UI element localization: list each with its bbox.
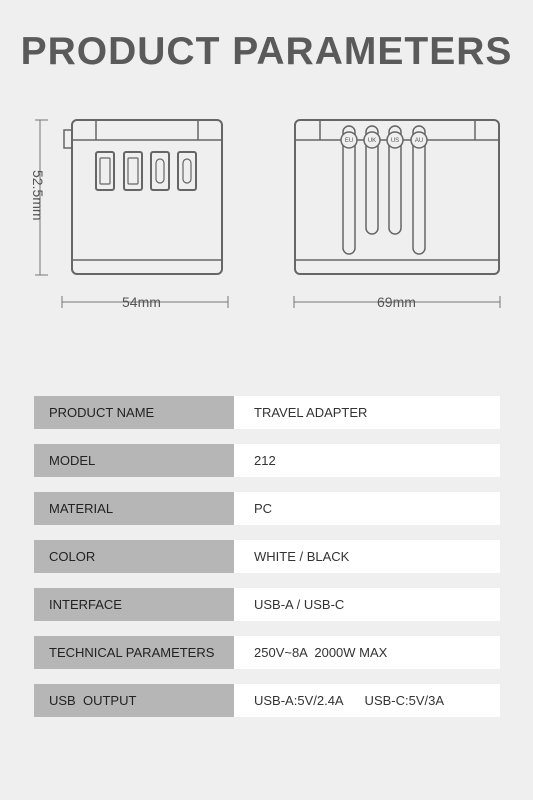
spec-value: USB-A:5V/2.4A USB-C:5V/3A <box>234 684 500 717</box>
spec-value: PC <box>234 492 500 525</box>
spec-label: TECHNICAL PARAMETERS <box>34 636 234 669</box>
plug-label-uk: UK <box>367 138 377 144</box>
spec-row-color <box>34 540 500 573</box>
spec-value: 250V~8A 2000W MAX <box>234 636 500 669</box>
spec-row-model <box>34 444 500 477</box>
plug-label-us: US <box>390 138 400 144</box>
spec-row-technical-parameters <box>34 636 500 669</box>
spec-row-product-name <box>34 396 500 429</box>
spec-label: MODEL <box>34 444 234 477</box>
spec-label: USB OUTPUT <box>34 684 234 717</box>
spec-row-material <box>34 492 500 525</box>
depth-dimension-label: 69mm <box>377 294 416 310</box>
spec-value: WHITE / BLACK <box>234 540 500 573</box>
width-dimension-label: 54mm <box>122 294 161 310</box>
height-dimension-label: 52.5mm <box>30 170 46 221</box>
front-view <box>64 120 222 274</box>
spec-value: USB-A / USB-C <box>234 588 500 621</box>
product-dimension-diagram <box>0 100 533 330</box>
spec-label: COLOR <box>34 540 234 573</box>
spec-row-usb-output <box>34 684 500 717</box>
spec-value: TRAVEL ADAPTER <box>234 396 500 429</box>
spec-label: PRODUCT NAME <box>34 396 234 429</box>
adapter-drawing <box>0 100 533 330</box>
spec-label: MATERIAL <box>34 492 234 525</box>
spec-value: 212 <box>234 444 500 477</box>
plug-label-au: AU <box>414 138 424 144</box>
spec-label: INTERFACE <box>34 588 234 621</box>
plug-label-eu: EU <box>344 138 354 144</box>
page-title: PRODUCT PARAMETERS <box>20 30 513 73</box>
spec-row-interface <box>34 588 500 621</box>
